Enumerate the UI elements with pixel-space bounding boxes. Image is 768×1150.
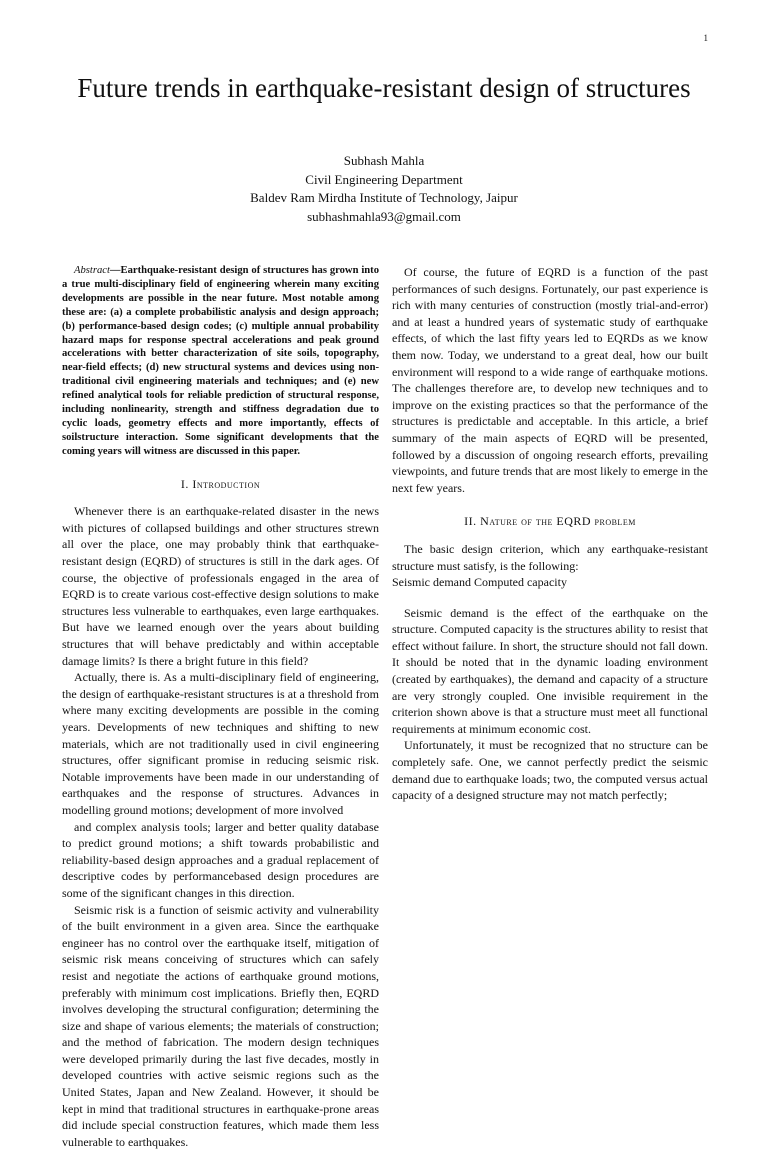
paragraph: and complex analysis tools; larger and better quality database to predict ground motions; a shift towards probabilistic and reliability-based design approaches and a gradual replacement of descriptive codes by performancebased design procedures are some of the significant changes in this direction. [62, 819, 379, 900]
abstract [62, 264, 379, 459]
paragraph: The basic design criterion, which any earthquake-resistant structure must satisfy, is the following: [392, 541, 708, 573]
page-number: 1 [703, 33, 708, 43]
author-name: Subhash Mahla [343, 153, 425, 168]
paper-title: Future trends in earthquake-resistant design of structures [77, 73, 691, 103]
right-column [392, 264, 708, 804]
author-block [60, 152, 708, 226]
left-column [62, 264, 379, 1150]
author-institution: Baldev Ram Mirdha Institute of Technology, Jaipur [250, 190, 518, 205]
section-heading-introduction: I. Introduction [180, 476, 261, 491]
author-department: Civil Engineering Department [305, 171, 463, 187]
paragraph: Whenever there is an earthquake-related disaster in the news with pictures of collapsed buildings and other structures strewn all over the place, one may probably think that earthquake-resistant design (EQRD) of structures is still in the dark ages. Of course, the objective of professionals engaged in the area of EQRD is to create various cost-effective design solutions to make structures less vulnerable to earthquakes, even large earthquakes. But have we learned enough over the years about building structures that will behave predictably and within acceptable damage limits? Is there a bright future in this field? [62, 504, 379, 668]
abstract-label: Abstract [74, 265, 110, 276]
paragraph: Unfortunately, it must be recognized that no structure can be completely safe. One, we cannot perfectly predict the seismic demand due to earthquake loads; two, the computed versus actual capacity of a designed structure may not match perfectly; [392, 738, 708, 803]
abstract-text: —Earthquake-resistant design of structures has grown into a true multi-disciplinary field of engineering wherein many exciting developments are possible in the near future. Most notable among these are: (a) a complete probabilistic analysis and design approach; (b) performance-based design codes; (c) multiple annual probability hazard maps for response spectral accelerations and peak ground accelerations with better characterization of site soils, topography, near-field effects; (d) new structural systems and devices using non-traditional civil engineering materials and techniques; and (e) new refined analytical tools for reliable prediction of structural response, including nonlinearity, strength and stiffness degradation due to cyclic loads, geometry effects and more importantly, effects of soilstructure interaction. Some significant developments that the coming years will witness are discussed in this paper. [62, 265, 379, 457]
paragraph: Seismic demand is the effect of the earthquake on the structure. Computed capacity is the structures ability to resist that effect without failure. In short, the structure should not fall down. It should be noted that in the dynamic loading environment (created by earthquakes), the demand and capacity of a structure are very strongly coupled. One invisible requirement in the criterion shown above is that a structure must meet all functional requirements at minimum economic cost. [392, 605, 708, 736]
paragraph: Actually, there is. As a multi-disciplinary field of engineering, the design of earthquake-resistant structures is at a threshold from where many exciting developments are possible in the coming years. Developments of new techniques and shifting to new materials, which are not traditionally used in civil engineering structures, offer significant promise in reducing seismic risk. Notable improvements have been made in our understanding of earthquakes and the response of structures. Advances in modelling ground motions; development of more involved [62, 670, 379, 817]
design-criterion: Seismic demand Computed capacity [392, 575, 567, 590]
paragraph: Seismic risk is a function of seismic activity and vulnerability of the built environment in a given area. Since the earthquake engineer has no control over the earthquake itself, mitigation of seismic risk means conceiving of structures which can safely resist and negotiate the actions of earthquake ground motions, preferably with minimum cost implications. Briefly then, EQRD involves developing the structural configuration; determining the size and shape of various elements; the materials of construction; and the method of fabrication. The modern design techniques were developed primarily during the last five decades, mostly in developed countries with active seismic regions such as the United States, Japan and New Zealand. However, it should be kept in mind that traditional structures in earthquake-prone areas did include special construction features, which made them less vulnerable to earthquakes. [62, 902, 379, 1149]
section-heading-nature: II. Nature of the EQRD problem [464, 514, 636, 529]
paragraph: Of course, the future of EQRD is a function of the past performances of such designs. Fortunately, our past experience is rich with many centuries of construction (mostly trial-and-error) and at least a hundred years of systematic study of earthquake effects, of which the last fifty years led to EQRDs as we know them now. Today, we understand to a great deal, how our built environment will respond to a wide range of earthquake motions. The challenges therefore are, to develop new techniques and to improve on the existing practices so that the performance of the structures is predictable and acceptable. In this article, a brief summary of the main aspects of EQRD will be presented, followed by a discussion of ongoing research efforts, prevailing viewpoints, and future trends that are most likely to emerge in the next few years. [392, 265, 708, 495]
spacer [392, 591, 708, 605]
author-email: subhashmahla93@gmail.com [307, 208, 461, 224]
